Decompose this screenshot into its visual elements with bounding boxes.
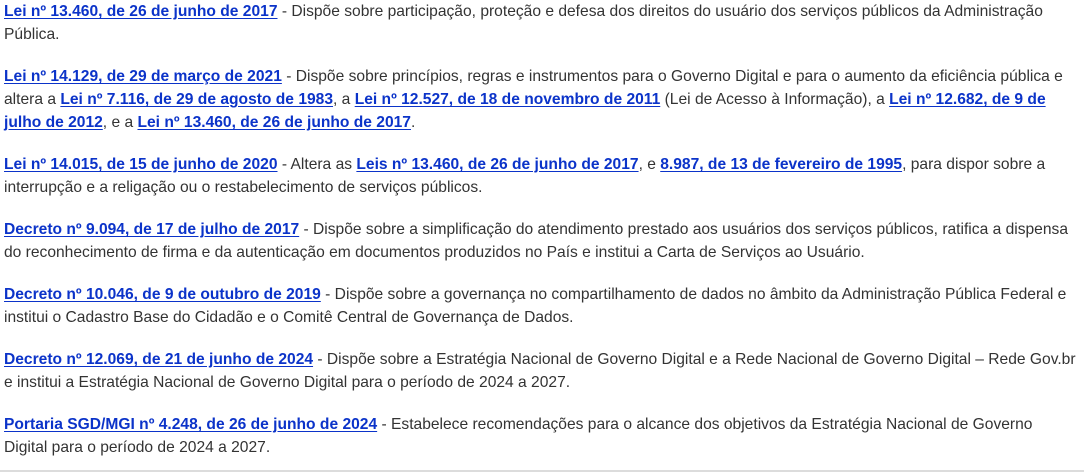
law-description: - Dispõe sobre a governança no compartilhamento de dados no âmbito da Administração Pública Federal e institui o Cadastro Base do Cidadão e o Comitê Central de Governança de Dados. (4, 286, 1067, 326)
law-description: - Dispõe sobre princípios, regras e instrumentos para o Governo Digital e para o aumento da eficiência pública e altera a (4, 68, 1063, 108)
law-description: - Dispõe sobre a Estratégia Nacional de Governo Digital e a Rede Nacional de Governo Digital – Rede Gov.br e institui a Estratégia Nacional de Governo Digital para o período de 2024 a 2027. (4, 351, 1076, 391)
list-item (4, 283, 1080, 329)
list-item (4, 413, 1080, 459)
law-description: , e (638, 156, 661, 173)
law-link[interactable]: Lei nº 13.460, de 26 de junho de 2017 (137, 114, 411, 131)
law-description: , e a (102, 114, 138, 131)
list-item (4, 65, 1080, 134)
law-description: - Estabelece recomendações para o alcance dos objetivos da Estratégia Nacional de Governo Digital para o período de 2024 a 2027. (4, 416, 1033, 456)
law-link[interactable]: Leis nº 13.460, de 26 de junho de 2017 (356, 156, 639, 173)
law-description: , a (333, 91, 355, 108)
list-item (4, 153, 1080, 199)
law-link[interactable]: Lei nº 12.527, de 18 de novembro de 2011 (354, 91, 661, 108)
law-link[interactable]: Lei nº 14.129, de 29 de março de 2021 (4, 68, 282, 85)
law-link[interactable]: Lei nº 14.015, de 15 de junho de 2020 (4, 156, 278, 173)
law-description: - Dispõe sobre participação, proteção e defesa dos direitos do usuário dos serviços públicos da Administração Pública. (4, 3, 1043, 43)
list-item (4, 348, 1080, 394)
law-link[interactable]: Lei nº 12.682, de 9 de julho de 2012 (4, 91, 1046, 131)
law-description: - Altera as (277, 156, 357, 173)
law-link[interactable]: Portaria SGD/MGI nº 4.248, de 26 de junho de 2024 (4, 416, 378, 433)
law-link[interactable]: Lei nº 7.116, de 29 de agosto de 1983 (60, 91, 334, 108)
law-description: , para dispor sobre a interrupção e a religação ou o restabelecimento de serviços públicos. (4, 156, 1046, 196)
law-link[interactable]: 8.987, de 13 de fevereiro de 1995 (660, 156, 903, 173)
list-item (4, 0, 1080, 46)
law-link[interactable]: Decreto nº 12.069, de 21 de junho de 2024 (4, 351, 314, 368)
law-description: - Dispõe sobre a simplificação do atendimento prestado aos usuários dos serviços públicos, ratifica a dispensa do reconhecimento de firma e da autenticação em documentos produzidos no País e institui a Carta de Serviços ao Usuário. (4, 221, 1069, 261)
legislation-list (4, 0, 1080, 472)
law-description: (Lei de Acesso à Informação), a (660, 91, 890, 108)
law-description: . (410, 114, 416, 131)
list-item (4, 218, 1080, 264)
law-link[interactable]: Decreto nº 9.094, de 17 de julho de 2017 (4, 221, 300, 238)
law-link[interactable]: Decreto nº 10.046, de 9 de outubro de 2019 (4, 286, 321, 303)
law-link[interactable]: Lei nº 13.460, de 26 de junho de 2017 (4, 3, 278, 20)
